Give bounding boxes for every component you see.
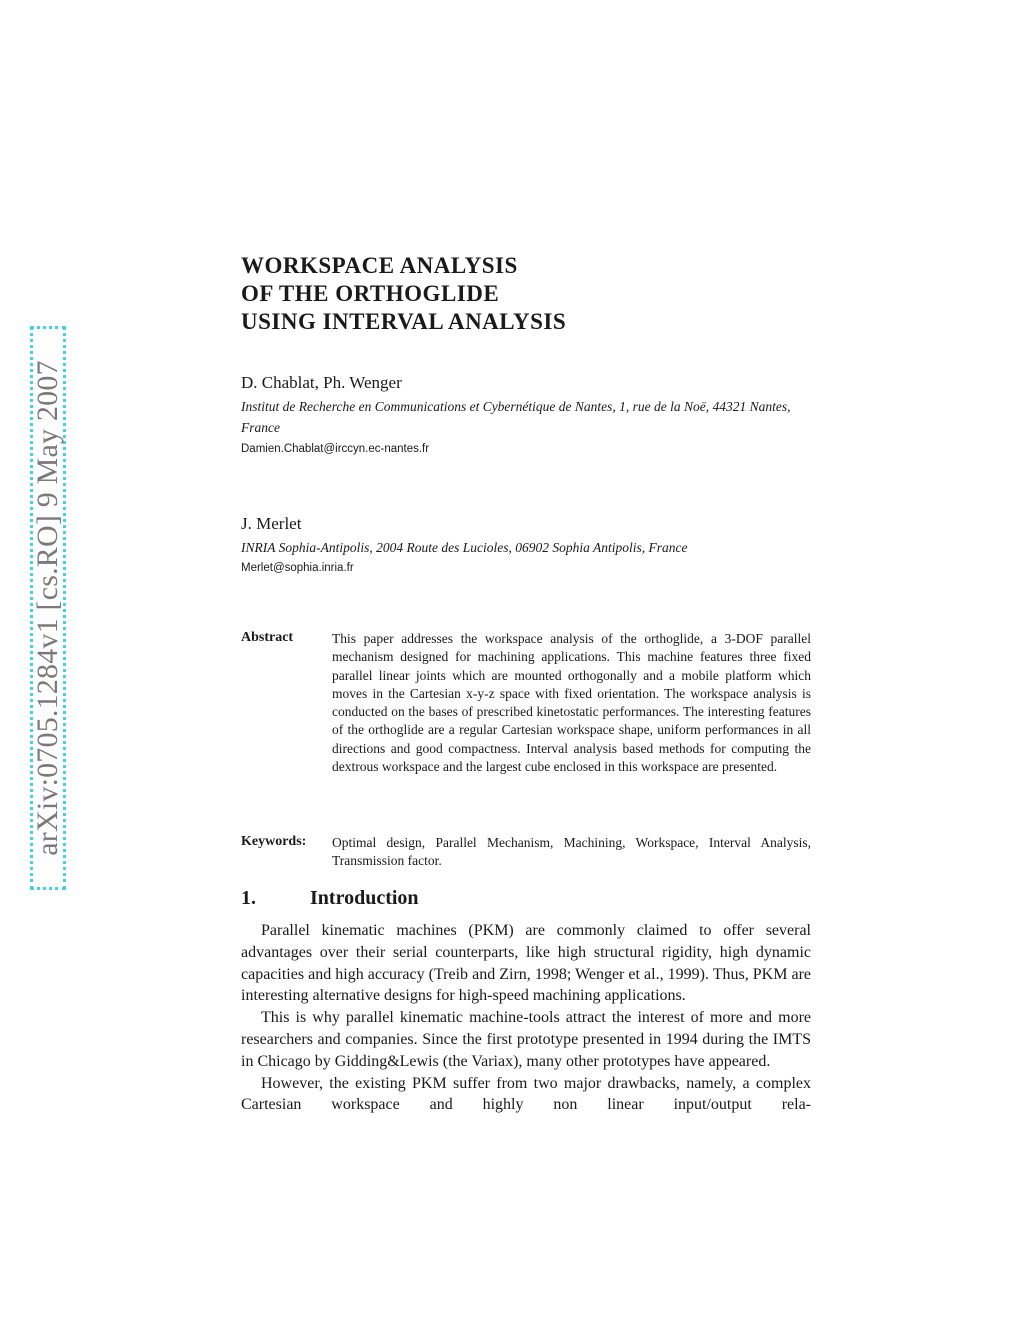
section-number: 1.: [241, 887, 256, 909]
author-email: Merlet@sophia.inria.fr: [241, 562, 354, 574]
author-email: Damien.Chablat@irccyn.ec-nantes.fr: [241, 443, 430, 455]
paragraph: Parallel kinematic machines (PKM) are commonly claimed to offer several advantages over their serial counterparts, like high structural rigidity, high dynamic capacities and high accuracy (Treib and Zirn, 1998; Wenger et al., 1999). Thus, PKM are interesting alternative designs for high-speed machining applications.: [241, 922, 811, 1005]
author-affiliation: INRIA Sophia-Antipolis, 2004 Route des Lucioles, 06902 Sophia Antipolis, France: [241, 540, 688, 555]
section-title: Introduction: [310, 887, 419, 909]
abstract-label: Abstract: [241, 630, 294, 645]
keywords-text: Optimal design, Parallel Mechanism, Machining, Workspace, Interval Analysis, Transmission factor.: [332, 835, 811, 869]
title-line: WORKSPACE ANALYSIS: [241, 253, 518, 278]
arxiv-identifier: arXiv:0705.1284v1 [cs.RO] 9 May 2007: [31, 360, 64, 856]
arxiv-stamp: [30, 326, 66, 890]
paper-title: [241, 252, 566, 336]
paragraph: However, the existing PKM suffer from two major drawbacks, namely, a complex Cartesian workspace and highly non linear input/output rela-: [241, 1074, 811, 1114]
author-names: J. Merlet: [241, 514, 302, 533]
author-names: D. Chablat, Ph. Wenger: [241, 373, 402, 392]
introduction-body: [241, 920, 811, 1116]
abstract-text: This paper addresses the workspace analysis of the orthoglide, a 3-DOF parallel mechanism designed for machining applications. This machine features three fixed parallel linear joints which are mounted orthogonally and a mobile platform which moves in the Cartesian x-y-z space with fixed orientation. The workspace analysis is conducted on the bases of prescribed kinetostatic performances. The interesting features of the orthoglide are a regular Cartesian workspace shape, uniform performances in all directions and good compactness. Interval analysis based methods for computing the dextrous workspace and the largest cube enclosed in this workspace are presented.: [332, 631, 811, 775]
title-line: USING INTERVAL ANALYSIS: [241, 309, 567, 334]
paragraph: This is why parallel kinematic machine-tools attract the interest of more and more researchers and companies. Since the first prototype presented in 1994 during the IMTS in Chicago by Gidding&Lewis (the Variax), many other prototypes have appeared.: [241, 1009, 811, 1070]
title-line: OF THE ORTHOGLIDE: [241, 281, 500, 306]
author-affiliation: Institut de Recherche en Communications et Cybernétique de Nantes, 1, rue de la Noë, 44321 Nantes, France: [241, 399, 791, 435]
keywords-label: Keywords:: [241, 834, 307, 849]
section-heading: [241, 887, 419, 910]
